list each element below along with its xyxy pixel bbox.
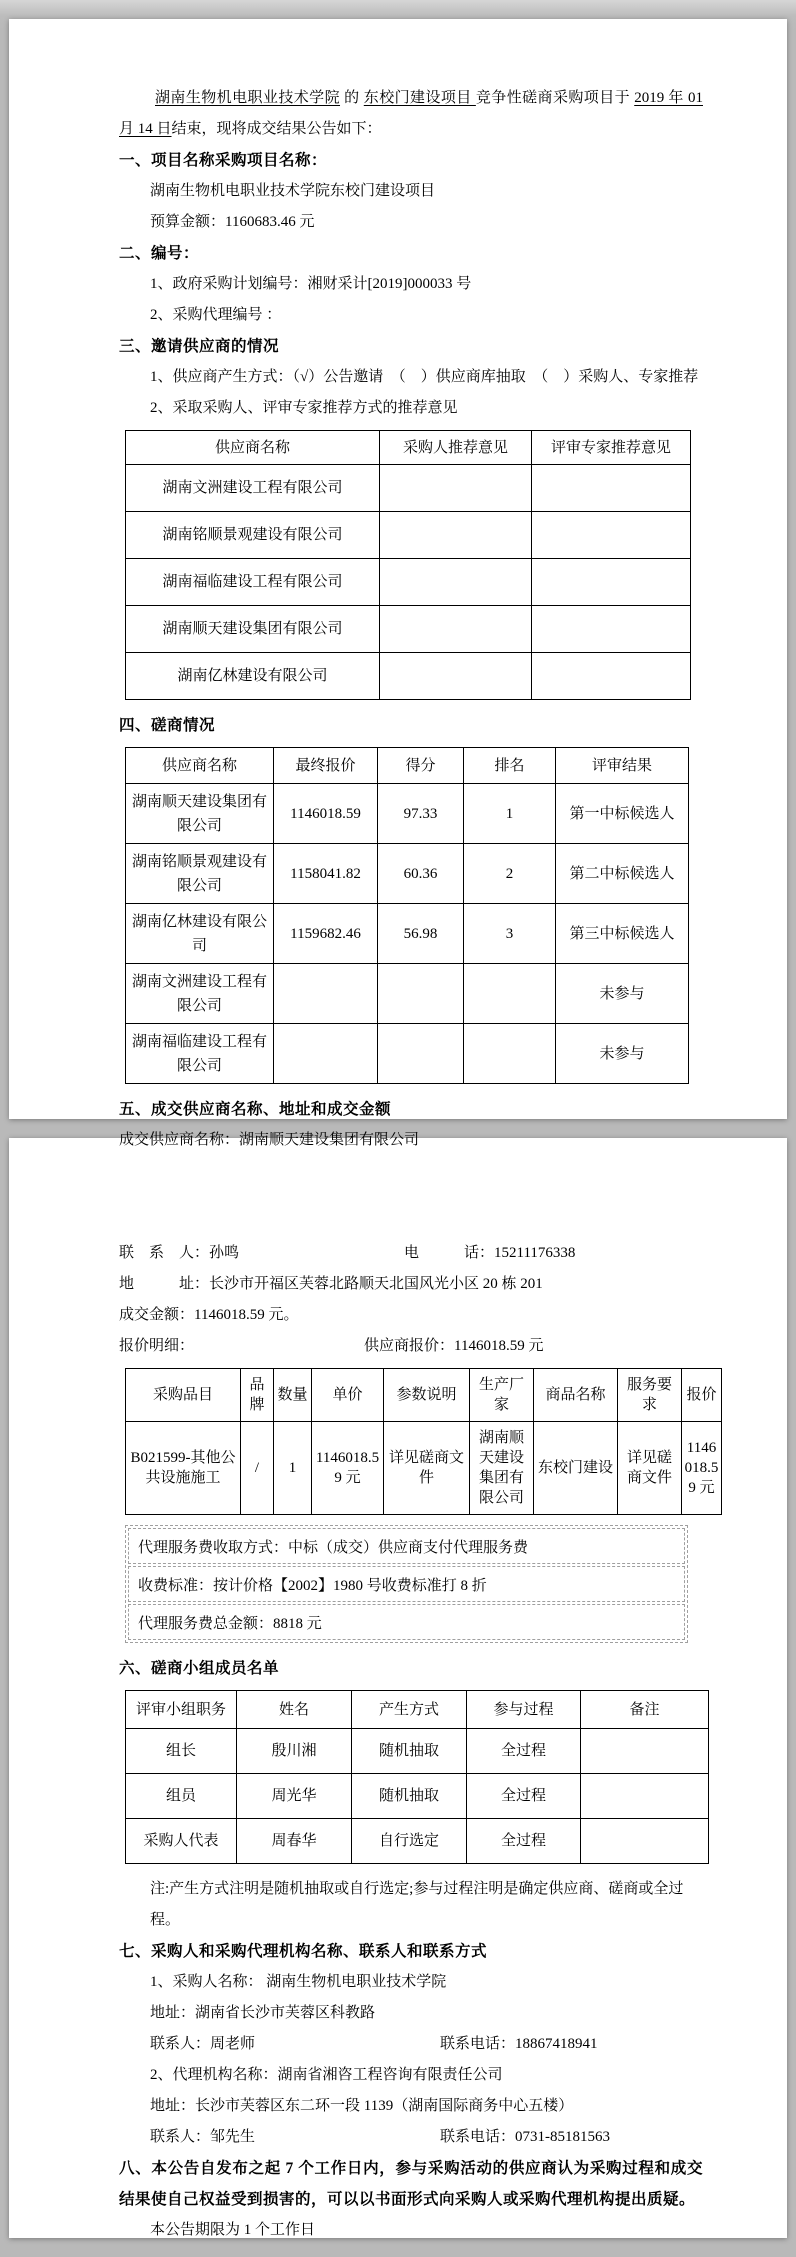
table-row (126, 1819, 709, 1864)
item-cell: B021599-其他公共设施施工 (126, 1422, 241, 1515)
project-full-name: 湖南生物机电职业技术学院东校门建设项目 (150, 183, 436, 199)
result-cell: 未参与 (556, 1024, 689, 1084)
empty-cell (464, 964, 556, 1024)
process-cell: 全过程 (467, 1819, 581, 1864)
header-cell: 采购人推荐意见 (380, 431, 532, 465)
table-row (126, 653, 691, 700)
section-6-title: 六、磋商小组成员名单 (119, 1660, 280, 1677)
supplier-cell: 湖南福临建设工程有限公司 (126, 559, 380, 606)
empty-cell (581, 1774, 709, 1819)
agency-number: 2、采购代理编号 ： (150, 307, 282, 323)
empty-cell (378, 964, 464, 1024)
table-row (126, 465, 691, 512)
empty-cell (380, 653, 532, 700)
role-cell: 组员 (126, 1774, 237, 1819)
table-row (126, 512, 691, 559)
section-5-title: 五、成交供应商名称、地址和成交金额 (119, 1101, 392, 1118)
process-cell: 全过程 (467, 1729, 581, 1774)
header-cell: 参与过程 (467, 1691, 581, 1729)
empty-cell (380, 606, 532, 653)
header-cell: 单价 (312, 1369, 384, 1422)
header-cell: 排名 (464, 748, 556, 784)
name-cell: 周春华 (237, 1819, 352, 1864)
purchaser-name: 1、采购人名称： 湖南生物机电职业技术学院 (150, 1974, 447, 1990)
role-cell: 采购人代表 (126, 1819, 237, 1864)
fee-standard-row: 收费标准：按计价格【2002】1980 号收费标准打 8 折 (128, 1566, 685, 1602)
page-2 (9, 1138, 787, 2238)
supplier-cell: 湖南文洲建设工程有限公司 (126, 465, 380, 512)
method-cell: 随机抽取 (352, 1729, 467, 1774)
score-cell: 97.33 (378, 784, 464, 844)
section-8-title: 八、本公告自发布之起 7 个工作日内，参与采购活动的供应商认为采购过程和成交结果使自己权益受到损害的，可以以书面形式向采购人或采购代理机构提出质疑。 (119, 2160, 703, 2208)
agency-contact-line (119, 2122, 703, 2153)
method-cell: 随机抽取 (352, 1774, 467, 1819)
name-cell: 殷川湘 (237, 1729, 352, 1774)
header-cell: 评审结果 (556, 748, 689, 784)
header-cell: 最终报价 (274, 748, 378, 784)
header-cell: 供应商名称 (126, 431, 380, 465)
rank-cell: 2 (464, 844, 556, 904)
section-7-title: 七、采购人和采购代理机构名称、联系人和联系方式 (119, 1943, 488, 1960)
supplier-cell: 湖南福临建设工程有限公司 (126, 1024, 274, 1084)
deal-amount: 成交金额：1146018.59 元。 (119, 1307, 299, 1323)
header-cell: 数量 (274, 1369, 312, 1422)
header-cell: 供应商名称 (126, 748, 274, 784)
score-cell: 60.36 (378, 844, 464, 904)
result-cell: 第一中标候选人 (556, 784, 689, 844)
announcement-period: 本公告期限为 1 个工作日 (150, 2222, 316, 2238)
method-cell: 自行选定 (352, 1819, 467, 1864)
header-cell: 报价 (682, 1369, 722, 1422)
empty-cell (274, 964, 378, 1024)
suppliers-table (125, 430, 691, 700)
section-4-title: 四、磋商情况 (119, 717, 216, 734)
result-cell: 未参与 (556, 964, 689, 1024)
winner-line: 成交供应商名称：湖南顺天建设集团有限公司 (119, 1132, 420, 1148)
table-row (126, 904, 689, 964)
winner-contact-phone: 电 话：15211176338 (404, 1245, 576, 1261)
fee-method-row: 代理服务费收取方式：中标（成交）供应商支付代理服务费 (128, 1528, 685, 1564)
score-cell: 56.98 (378, 904, 464, 964)
supplier-cell: 湖南亿林建设有限公司 (126, 653, 380, 700)
header-cell: 商品名称 (534, 1369, 618, 1422)
header-cell: 得分 (378, 748, 464, 784)
quote-cell: 1146018.59 元 (682, 1422, 722, 1515)
price-cell: 1159682.46 (274, 904, 378, 964)
product-cell: 东校门建设 (534, 1422, 618, 1515)
section-1-title: 一、项目名称采购项目名称： (119, 152, 328, 169)
header-cell: 评审小组职务 (126, 1691, 237, 1729)
intro-middle: 竞争性磋商采购项目于 (475, 90, 635, 106)
header-cell: 姓名 (237, 1691, 352, 1729)
role-cell: 组长 (126, 1729, 237, 1774)
purchaser-phone: 联系电话：18867418941 (440, 2036, 598, 2052)
intro-tail: 结束，现将成交结果公告如下： (171, 121, 382, 137)
header-cell: 品牌 (241, 1369, 274, 1422)
process-cell: 全过程 (467, 1774, 581, 1819)
table-row (126, 1024, 689, 1084)
qty-cell: 1 (274, 1422, 312, 1515)
section-3-title: 三、邀请供应商的情况 (119, 338, 280, 355)
rank-cell: 3 (464, 904, 556, 964)
intro-connector: 的 (340, 90, 364, 106)
unit-price-cell: 1146018.59 元 (312, 1422, 384, 1515)
agency-name: 2、代理机构名称：湖南省湘咨工程咨询有限责任公司 (150, 2067, 503, 2083)
header-cell: 服务要求 (618, 1369, 682, 1422)
winner-contact-name: 联 系 人：孙鸣 (119, 1245, 240, 1261)
quote-detail-label: 报价明细： (119, 1338, 195, 1354)
header-cell: 采购品目 (126, 1369, 241, 1422)
plan-number: 1、政府采购计划编号：湘财采计[2019]000033 号 (150, 276, 472, 292)
winner-contact-line (119, 1238, 703, 1269)
manufacturer-cell: 湖南顺天建设集团有限公司 (470, 1422, 534, 1515)
result-cell: 第二中标候选人 (556, 844, 689, 904)
panel-table (125, 1690, 709, 1864)
price-cell: 1146018.59 (274, 784, 378, 844)
empty-cell (380, 512, 532, 559)
quote-table (125, 1368, 722, 1515)
buyer-name: 湖南生物机电职业技术学院 (155, 90, 341, 106)
header-cell: 评审专家推荐意见 (532, 431, 691, 465)
table-row (126, 559, 691, 606)
header-cell: 生产厂家 (470, 1369, 534, 1422)
page-1 (9, 19, 787, 1148)
price-cell: 1158041.82 (274, 844, 378, 904)
agency-address: 地址：长沙市芙蓉区东二环一段 1139（湖南国际商务中心五楼） (150, 2098, 574, 2114)
panel-note: 注:产生方式注明是随机抽取或自行选定;参与过程注明是确定供应商、磋商或全过程。 (150, 1881, 684, 1928)
table-row (126, 964, 689, 1024)
table-header-row (126, 431, 691, 465)
supplier-cell: 湖南顺天建设集团有限公司 (126, 606, 380, 653)
table-row (126, 1729, 709, 1774)
intro-paragraph (119, 83, 703, 145)
empty-cell (532, 512, 691, 559)
project-name: 东校门建设项目 (363, 90, 476, 106)
table-row (126, 1774, 709, 1819)
page-2-content (9, 1138, 787, 2246)
result-cell: 第三中标候选人 (556, 904, 689, 964)
brand-cell: / (241, 1422, 274, 1515)
table-header-row (126, 1369, 722, 1422)
budget-amount: 预算金额：1160683.46 元 (150, 214, 315, 230)
fee-total-row: 代理服务费总金额：8818 元 (128, 1604, 685, 1640)
header-cell: 备注 (581, 1691, 709, 1729)
name-cell: 周光华 (237, 1774, 352, 1819)
table-row (126, 1422, 722, 1515)
table-header-row (126, 1691, 709, 1729)
table-row (126, 844, 689, 904)
page-1-content (9, 19, 787, 1156)
end-date: 2019 年 01 月 14 日 (119, 90, 703, 137)
empty-cell (380, 559, 532, 606)
spec-cell: 详见磋商文件 (384, 1422, 470, 1515)
winner-address: 地 址：长沙市开福区芙蓉北路顺天北国风光小区 20 栋 201 (119, 1276, 543, 1292)
section-2-title: 二、编号： (119, 245, 200, 262)
empty-cell (532, 465, 691, 512)
empty-cell (532, 653, 691, 700)
supplier-cell: 湖南亿林建设有限公司 (126, 904, 274, 964)
empty-cell (464, 1024, 556, 1084)
agency-fee-box (125, 1525, 688, 1643)
supplier-cell: 湖南顺天建设集团有限公司 (126, 784, 274, 844)
purchaser-contact-line (119, 2029, 703, 2060)
rank-cell: 1 (464, 784, 556, 844)
empty-cell (581, 1819, 709, 1864)
supplier-cell: 湖南文洲建设工程有限公司 (126, 964, 274, 1024)
quote-detail-line (119, 1331, 703, 1362)
table-header-row (126, 748, 689, 784)
table-row (126, 606, 691, 653)
consultation-table (125, 747, 689, 1084)
empty-cell (532, 559, 691, 606)
empty-cell (380, 465, 532, 512)
header-cell: 产生方式 (352, 1691, 467, 1729)
supplier-method: 1、供应商产生方式：（√）公告邀请 （ ）供应商库抽取 （ ）采购人、专家推荐 (150, 369, 699, 385)
empty-cell (581, 1729, 709, 1774)
supplier-cell: 湖南铭顺景观建设有限公司 (126, 512, 380, 559)
agency-phone: 联系电话：0731-85181563 (440, 2129, 610, 2145)
service-cell: 详见磋商文件 (618, 1422, 682, 1515)
recommendation-line: 2、采取采购人、评审专家推荐方式的推荐意见 (150, 400, 458, 416)
empty-cell (532, 606, 691, 653)
supplier-quote: 供应商报价：1146018.59 元 (364, 1338, 544, 1354)
supplier-cell: 湖南铭顺景观建设有限公司 (126, 844, 274, 904)
header-cell: 参数说明 (384, 1369, 470, 1422)
purchaser-contact: 联系人：周老师 (150, 2036, 256, 2052)
empty-cell (274, 1024, 378, 1084)
table-row (126, 784, 689, 844)
purchaser-address: 地址：湖南省长沙市芙蓉区科教路 (150, 2005, 376, 2021)
empty-cell (378, 1024, 464, 1084)
agency-contact: 联系人：邹先生 (150, 2129, 256, 2145)
